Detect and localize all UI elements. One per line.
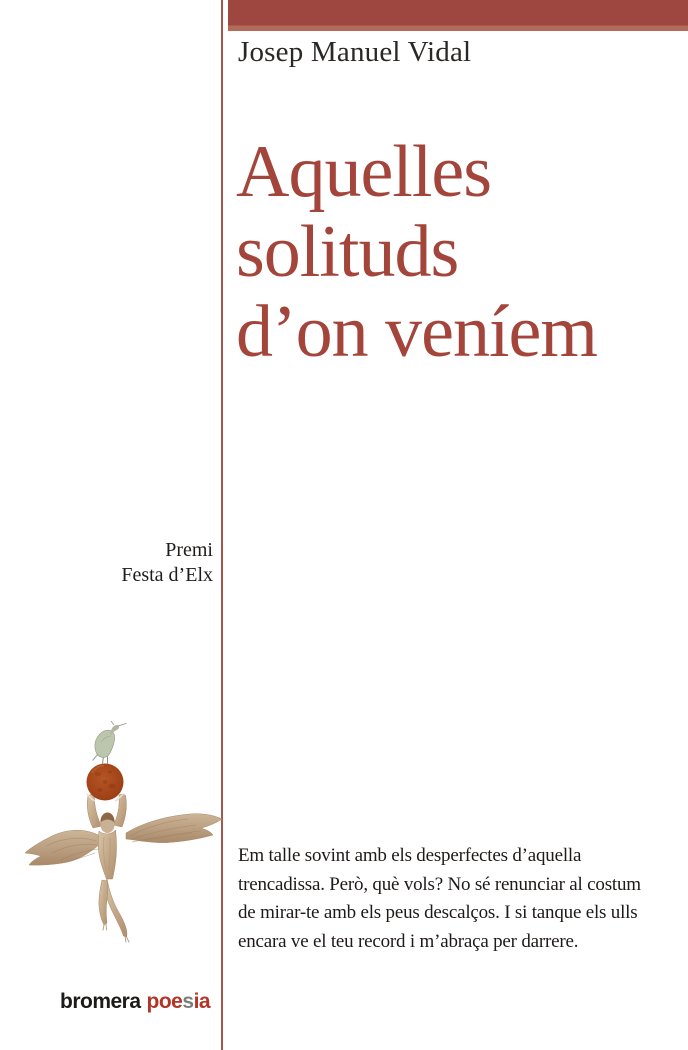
collection-name-part-1: poe — [146, 990, 183, 1013]
title-line-2: solituds — [236, 211, 459, 293]
excerpt-line-3: de mirar-te amb els peus descalços. I si tanque els ulls — [238, 902, 638, 923]
angel-torso — [98, 830, 116, 879]
title-line-3: d’on veníem — [236, 291, 597, 373]
title-line-1: Aquelles — [236, 131, 492, 213]
publisher-name: bromera — [60, 990, 141, 1013]
collection-name-part-3: ia — [193, 990, 211, 1013]
excerpt-line-2: trencadissa. Però, què vols? No sé renunciar al costum — [238, 873, 641, 895]
excerpt-line-4: encara ve el teu record i m’abraça per darrere. — [238, 930, 579, 952]
book-title — [236, 132, 597, 372]
angel-wing-left — [25, 830, 100, 865]
angel-illustration-icon — [20, 712, 230, 952]
cover-illustration — [20, 712, 230, 952]
angel-head — [100, 813, 114, 834]
award-line-1: Premi — [165, 539, 213, 561]
publisher-logo — [60, 990, 210, 1014]
angel-wing-right — [126, 814, 222, 843]
collection-name-part-2: s — [182, 990, 194, 1013]
excerpt-line-1: Em talle sovint amb els desperfectes d’aquella — [238, 845, 582, 866]
top-red-band — [228, 0, 688, 31]
award-label — [0, 538, 213, 587]
author-name: Josep Manuel Vidal — [238, 36, 472, 68]
angel-legs — [99, 879, 129, 942]
award-line-2: Festa d’Elx — [121, 563, 213, 586]
bird-icon — [93, 721, 127, 764]
back-cover-excerpt — [238, 842, 641, 956]
